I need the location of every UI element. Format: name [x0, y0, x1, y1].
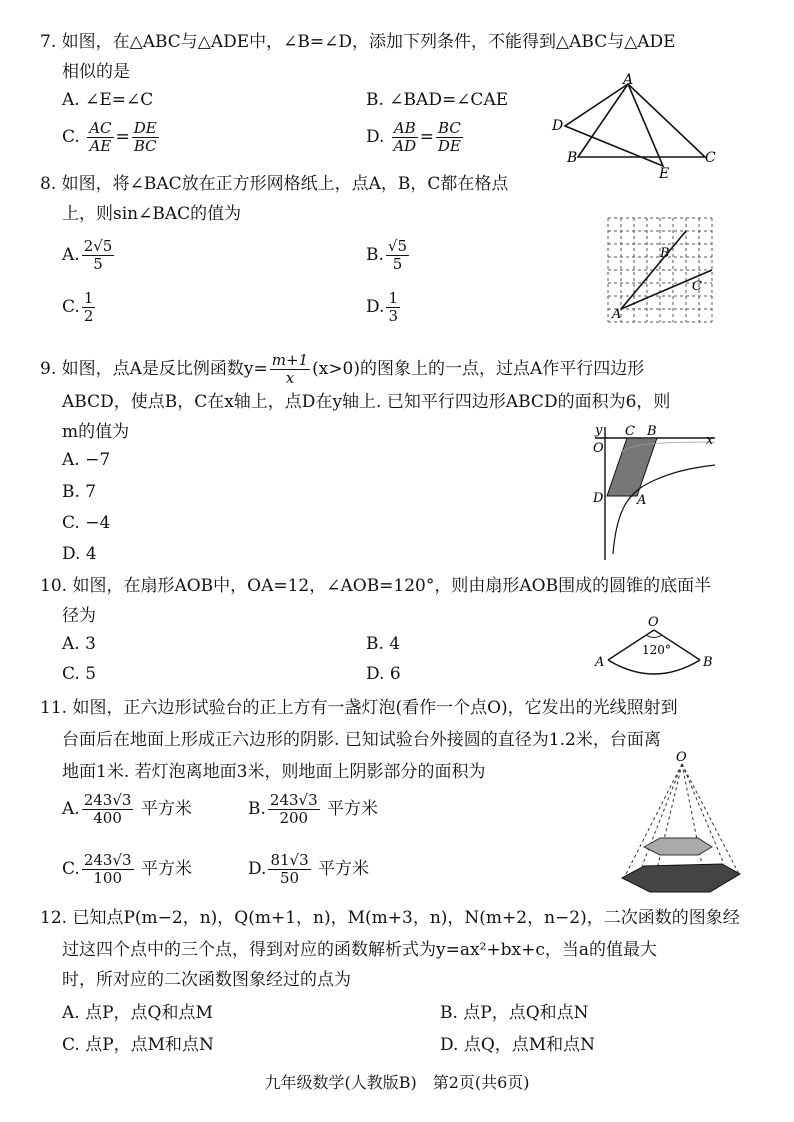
q9-label-a: A — [637, 493, 647, 508]
q8-option-c — [62, 290, 97, 325]
q7-label-d: D — [552, 118, 564, 134]
q10-option-c: C. 5 — [62, 664, 97, 684]
q8-option-a — [62, 238, 116, 273]
q11a-frac — [82, 792, 134, 827]
q10-figure-sector — [590, 612, 720, 678]
q8-label-c: C — [692, 279, 702, 294]
q9-stem-frac — [270, 352, 310, 387]
q9-option-a: A. −7 — [62, 450, 111, 470]
q7-figure-triangles — [545, 70, 725, 180]
q8b-den: 5 — [392, 255, 403, 273]
q12-stem-line2: 过这四个点中的三个点，得到对应的函数解析式为y=ax²+bx+c，当a的值最大 — [62, 940, 657, 960]
q7-option-c: C. $\frac{AC}{AE}$ = $\frac{DE}{BC}$ — [62, 119, 157, 155]
q9-stem-part-b: (x>0)的图象上的一点，过点A作平行四边形 — [312, 359, 645, 379]
q9-stem-part-a: 9. 如图，点A是反比例函数y= — [40, 359, 268, 379]
q12-stem-line1: 12. 已知点P(m−2，n)，Q(m+1，n)，M(m+3，n)，N(m+2，n−2)，二次函数的图象经 — [40, 908, 740, 928]
q8a-num: 2√5 — [83, 237, 113, 255]
q9-label-o: O — [593, 441, 604, 456]
q11-stem-line2: 台面后在地面上形成正六边形的阴影. 已知试验台外接圆的直径为1.2米，台面离 — [62, 730, 661, 750]
q7-label-a: A — [623, 72, 634, 88]
q8b-num: √5 — [387, 237, 408, 255]
q12-option-c: C. 点P，点M和点N — [62, 1035, 214, 1055]
q7-option-b: B. ∠BAD=∠CAE — [366, 90, 509, 110]
q11a-num: 243√3 — [83, 791, 132, 809]
q7c-den1: AE — [89, 137, 112, 155]
q9-option-c: C. −4 — [62, 513, 111, 533]
q7d-num1: AB — [393, 119, 416, 137]
q10-angle-label: 120° — [642, 643, 671, 657]
q10-label-o: O — [648, 615, 659, 630]
q7-option-c-label: C. — [62, 127, 80, 147]
q11-option-c — [62, 852, 192, 887]
q9-label-b: B — [647, 424, 657, 439]
q8b-label: B. — [366, 245, 384, 265]
q11-option-a — [62, 792, 192, 827]
q11d-num: 81√3 — [270, 851, 309, 869]
q11c-den: 100 — [93, 869, 122, 887]
q11a-unit: 平方米 — [140, 799, 192, 819]
q7-option-d-frac2 — [436, 120, 463, 155]
q7d-den1: AD — [393, 137, 417, 155]
q7d-den2: DE — [437, 137, 461, 155]
q11d-unit: 平方米 — [318, 859, 370, 879]
q7-stem-line1: 7. 如图，在△ABC与△ADE中，∠B=∠D，添加下列条件，不能得到△ABC与△ADE — [40, 32, 676, 52]
q9-stem-line1 — [40, 352, 644, 387]
q11-figure-lamp-cone — [612, 748, 752, 898]
page-footer: 九年级数学(人教版B) 第2页(共6页) — [264, 1073, 530, 1092]
q7-option-d-frac1 — [392, 120, 418, 155]
q9-option-d: D. 4 — [62, 544, 97, 564]
q7-option-c-frac2 — [132, 120, 159, 155]
q9-option-b: B. 7 — [62, 482, 97, 502]
q8-stem-line2: 上，则sin∠BAC的值为 — [62, 204, 242, 224]
q11b-label: B. — [248, 799, 266, 819]
q9-stem-line2: ABCD，使点B，C在x轴上，点D在y轴上. 已知平行四边形ABCD的面积为6，则 — [62, 392, 671, 412]
q8d-den: 3 — [388, 307, 398, 325]
q12-stem-line3: 时，所对应的二次函数图象经过的点为 — [62, 970, 351, 990]
q7-label-b: B — [567, 150, 578, 166]
q7-label-e: E — [659, 166, 670, 180]
q11c-num: 243√3 — [83, 851, 132, 869]
q11a-den: 400 — [93, 809, 122, 827]
q9-stem-line3: m的值为 — [62, 422, 130, 442]
q10-label-b: B — [703, 655, 713, 670]
q10-stem-line2: 径为 — [62, 606, 96, 626]
q11-label-o: O — [676, 750, 687, 765]
sector-arc — [608, 660, 700, 674]
q8d-label: D. — [366, 297, 385, 317]
q8-stem-line1: 8. 如图，将∠BAC放在正方形网格纸上，点A，B，C都在格点 — [40, 174, 509, 194]
angle-mark — [646, 635, 662, 638]
q9-figure-hyperbola — [585, 422, 725, 562]
q8d-frac — [386, 290, 400, 325]
q7c-num2: DE — [133, 119, 157, 137]
q10-option-b: B. 4 — [366, 634, 401, 654]
q8d-num: 1 — [388, 289, 398, 307]
q11-option-b — [248, 792, 378, 827]
q11b-unit: 平方米 — [327, 799, 379, 819]
q11c-label: C. — [62, 859, 80, 879]
q7-label-c: C — [705, 150, 716, 166]
q9-frac-den: x — [285, 369, 295, 387]
q10-option-a: A. 3 — [62, 634, 96, 654]
q8-label-b: B — [660, 246, 670, 261]
q11a-label: A. — [62, 799, 80, 819]
q8-option-b — [366, 238, 411, 273]
q9-label-x: x — [706, 433, 714, 448]
q7c-num1: AC — [89, 119, 112, 137]
q12-option-d: D. 点Q，点M和点N — [440, 1035, 596, 1055]
q9-label-y: y — [595, 423, 603, 438]
q10-stem-line1: 10. 如图，在扇形AOB中，OA=12，∠AOB=120°，则由扇形AOB围成的圆锥的底面半 — [40, 576, 712, 596]
q8a-label: A. — [62, 245, 80, 265]
q11-stem-line1: 11. 如图，正六边形试验台的正上方有一盏灯泡(看作一个点O)，它发出的光线照射到 — [40, 698, 678, 718]
q7c-den2: BC — [133, 137, 157, 155]
q7-option-d: D. $\frac{AB}{AD}$ = $\frac{BC}{DE}$ — [366, 119, 461, 155]
q8a-den: 5 — [93, 255, 103, 273]
q11d-frac — [268, 852, 310, 887]
hexagon-shadow — [622, 864, 740, 892]
q7-option-c-frac1 — [87, 120, 113, 155]
q11d-label: D. — [248, 859, 267, 879]
q8c-num: 1 — [83, 289, 94, 307]
q8c-den: 2 — [83, 307, 94, 325]
q10-option-d: D. 6 — [366, 664, 401, 684]
q11-option-d — [248, 852, 369, 887]
q11c-unit: 平方米 — [140, 859, 192, 879]
q7-option-d-label: D. — [366, 127, 385, 147]
q7d-num2: BC — [437, 119, 461, 137]
q8c-frac — [82, 290, 96, 325]
q8-label-a: A — [612, 307, 622, 322]
q12-option-b: B. 点P，点Q和点N — [440, 1003, 589, 1023]
q8c-label: C. — [62, 297, 80, 317]
q11b-den: 200 — [279, 809, 309, 827]
q9-frac-num: m+1 — [271, 351, 309, 369]
hexagon-table — [644, 838, 712, 855]
q12-option-a: A. 点P，点Q和点M — [62, 1003, 213, 1023]
q11b-num: 243√3 — [269, 791, 318, 809]
q9-label-d: D — [593, 491, 604, 506]
q8-figure-grid — [600, 210, 720, 330]
q8-option-d — [366, 290, 402, 325]
q11c-frac — [82, 852, 134, 887]
triangle-abc — [578, 84, 705, 157]
q9-label-c: C — [625, 424, 635, 439]
q8b-frac — [386, 238, 409, 273]
q11d-den: 50 — [279, 869, 300, 887]
q11b-frac — [268, 792, 320, 827]
q8a-frac — [82, 238, 115, 273]
q7-option-a: A. ∠E=∠C — [62, 90, 154, 110]
q7-stem-line2: 相似的是 — [62, 62, 130, 82]
q11-stem-line3: 地面1米. 若灯泡离地面3米，则地面上阴影部分的面积为 — [62, 762, 486, 782]
q10-label-a: A — [595, 655, 605, 670]
